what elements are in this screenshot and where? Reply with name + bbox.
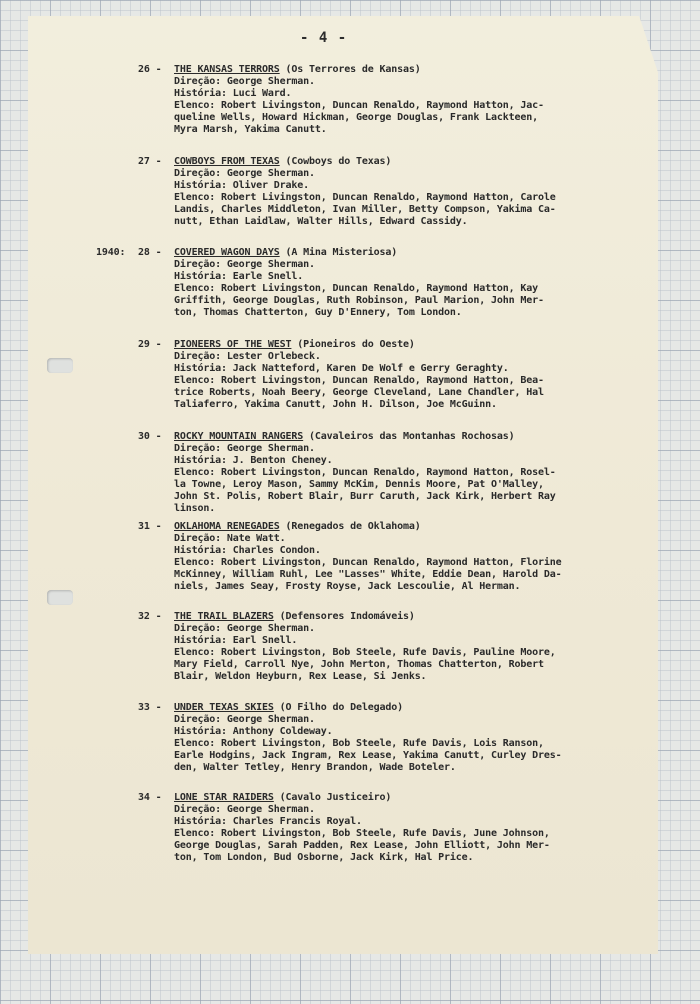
- cast-line: Earle Hodgins, Jack Ingram, Rex Lease, Yakima Canutt, Curley Dres-: [174, 750, 562, 761]
- cast-line: Blair, Weldon Heyburn, Rex Lease, Si Jenks.: [174, 671, 427, 682]
- story-line: História: Earle Snell.: [174, 271, 304, 282]
- film-number: 29 -: [138, 339, 162, 350]
- cast-line: ton, Thomas Chatterton, Guy D'Ennery, Tom London.: [174, 307, 462, 318]
- cast-line: Elenco: Robert Livingston, Duncan Renaldo, Raymond Hatton, Kay: [174, 283, 538, 294]
- film-number: 31 -: [138, 521, 162, 532]
- year-label: 1940:: [96, 247, 126, 258]
- director-line: Direção: George Sherman.: [174, 259, 315, 270]
- director-line: Direção: George Sherman.: [174, 76, 315, 87]
- portuguese-title: (Cavaleiros das Montanhas Rochosas): [303, 431, 515, 442]
- portuguese-title: (Defensores Indomáveis): [273, 611, 415, 622]
- portuguese-title: (A Mina Misteriosa): [279, 247, 398, 258]
- film-number: 32 -: [138, 611, 162, 622]
- director-line: Direção: George Sherman.: [174, 443, 315, 454]
- cast-line: George Douglas, Sarah Padden, Rex Lease, John Elliott, John Mer-: [174, 840, 550, 851]
- cast-line: Myra Marsh, Yakima Canutt.: [174, 124, 327, 135]
- cast-line: Elenco: Robert Livingston, Duncan Renaldo, Raymond Hatton, Jac-: [174, 100, 544, 111]
- director-line: Direção: Nate Watt.: [174, 533, 286, 544]
- cast-line: Elenco: Robert Livingston, Bob Steele, Rufe Davis, June Johnson,: [174, 828, 550, 839]
- cast-line: queline Wells, Howard Hickman, George Douglas, Frank Lackteen,: [174, 112, 538, 123]
- cast-line: John St. Polis, Robert Blair, Burr Caruth, Jack Kirk, Herbert Ray: [174, 491, 556, 502]
- original-title: ROCKY MOUNTAIN RANGERS: [174, 431, 304, 442]
- director-line: Direção: George Sherman.: [174, 623, 315, 634]
- portuguese-title: (Cavalo Justiceiro): [273, 792, 392, 803]
- original-title: UNDER TEXAS SKIES: [174, 702, 274, 713]
- director-line: Direção: George Sherman.: [174, 804, 315, 815]
- film-number: 26 -: [138, 64, 162, 75]
- story-line: História: Charles Francis Royal.: [174, 816, 362, 827]
- cast-line: den, Walter Tetley, Henry Brandon, Wade Boteler.: [174, 762, 456, 773]
- page-number: - 4 -: [300, 30, 348, 46]
- story-line: História: Luci Ward.: [174, 88, 292, 99]
- original-title: THE TRAIL BLAZERS: [174, 611, 274, 622]
- cast-line: la Towne, Leroy Mason, Sammy McKim, Dennis Moore, Pat O'Malley,: [174, 479, 544, 490]
- cast-line: Elenco: Robert Livingston, Duncan Renaldo, Raymond Hatton, Bea-: [174, 375, 544, 386]
- cast-line: Griffith, George Douglas, Ruth Robinson, Paul Marion, John Mer-: [174, 295, 544, 306]
- cast-line: Elenco: Robert Livingston, Bob Steele, Rufe Davis, Pauline Moore,: [174, 647, 556, 658]
- original-title: COWBOYS FROM TEXAS: [174, 156, 280, 167]
- director-line: Direção: Lester Orlebeck.: [174, 351, 321, 362]
- portuguese-title: (Pioneiros do Oeste): [291, 339, 415, 350]
- cast-line: niels, James Seay, Frosty Royse, Jack Lescoulie, Al Herman.: [174, 581, 521, 592]
- portuguese-title: (O Filho do Delegado): [273, 702, 403, 713]
- portuguese-title: (Os Terrores de Kansas): [279, 64, 421, 75]
- cast-line: Elenco: Robert Livingston, Duncan Renaldo, Raymond Hatton, Florine: [174, 557, 562, 568]
- original-title: COVERED WAGON DAYS: [174, 247, 280, 258]
- director-line: Direção: George Sherman.: [174, 168, 315, 179]
- punch-hole: [47, 590, 73, 605]
- cast-line: nutt, Ethan Laidlaw, Walter Hills, Edward Cassidy.: [174, 216, 468, 227]
- story-line: História: Jack Natteford, Karen De Wolf e Gerry Geraghty.: [174, 363, 509, 374]
- film-number: 27 -: [138, 156, 162, 167]
- film-number: 33 -: [138, 702, 162, 713]
- cast-line: Elenco: Robert Livingston, Duncan Renaldo, Raymond Hatton, Carole: [174, 192, 556, 203]
- punch-hole: [47, 358, 73, 373]
- story-line: História: J. Benton Cheney.: [174, 455, 333, 466]
- story-line: História: Anthony Coldeway.: [174, 726, 333, 737]
- original-title: PIONEERS OF THE WEST: [174, 339, 292, 350]
- original-title: THE KANSAS TERRORS: [174, 64, 280, 75]
- cast-line: Mary Field, Carroll Nye, John Merton, Thomas Chatterton, Robert: [174, 659, 544, 670]
- original-title: OKLAHOMA RENEGADES: [174, 521, 280, 532]
- story-line: História: Earl Snell.: [174, 635, 298, 646]
- portuguese-title: (Cowboys do Texas): [279, 156, 392, 167]
- original-title: LONE STAR RAIDERS: [174, 792, 274, 803]
- story-line: História: Charles Condon.: [174, 545, 321, 556]
- cast-line: trice Roberts, Noah Beery, George Cleveland, Lane Chandler, Hal: [174, 387, 544, 398]
- story-line: História: Oliver Drake.: [174, 180, 310, 191]
- director-line: Direção: George Sherman.: [174, 714, 315, 725]
- film-number: 34 -: [138, 792, 162, 803]
- portuguese-title: (Renegados de Oklahoma): [279, 521, 421, 532]
- cast-line: Elenco: Robert Livingston, Duncan Renaldo, Raymond Hatton, Rosel-: [174, 467, 556, 478]
- cast-line: Landis, Charles Middleton, Ivan Miller, Betty Compson, Yakima Ca-: [174, 204, 556, 215]
- film-number: 30 -: [138, 431, 162, 442]
- cast-line: linson.: [174, 503, 216, 514]
- cast-line: ton, Tom London, Bud Osborne, Jack Kirk, Hal Price.: [174, 852, 474, 863]
- film-number: 28 -: [138, 247, 162, 258]
- cast-line: Elenco: Robert Livingston, Bob Steele, Rufe Davis, Lois Ranson,: [174, 738, 544, 749]
- cast-line: McKinney, William Ruhl, Lee "Lasses" White, Eddie Dean, Harold Da-: [174, 569, 562, 580]
- cast-line: Taliaferro, Yakima Canutt, John H. Dilson, Joe McGuinn.: [174, 399, 497, 410]
